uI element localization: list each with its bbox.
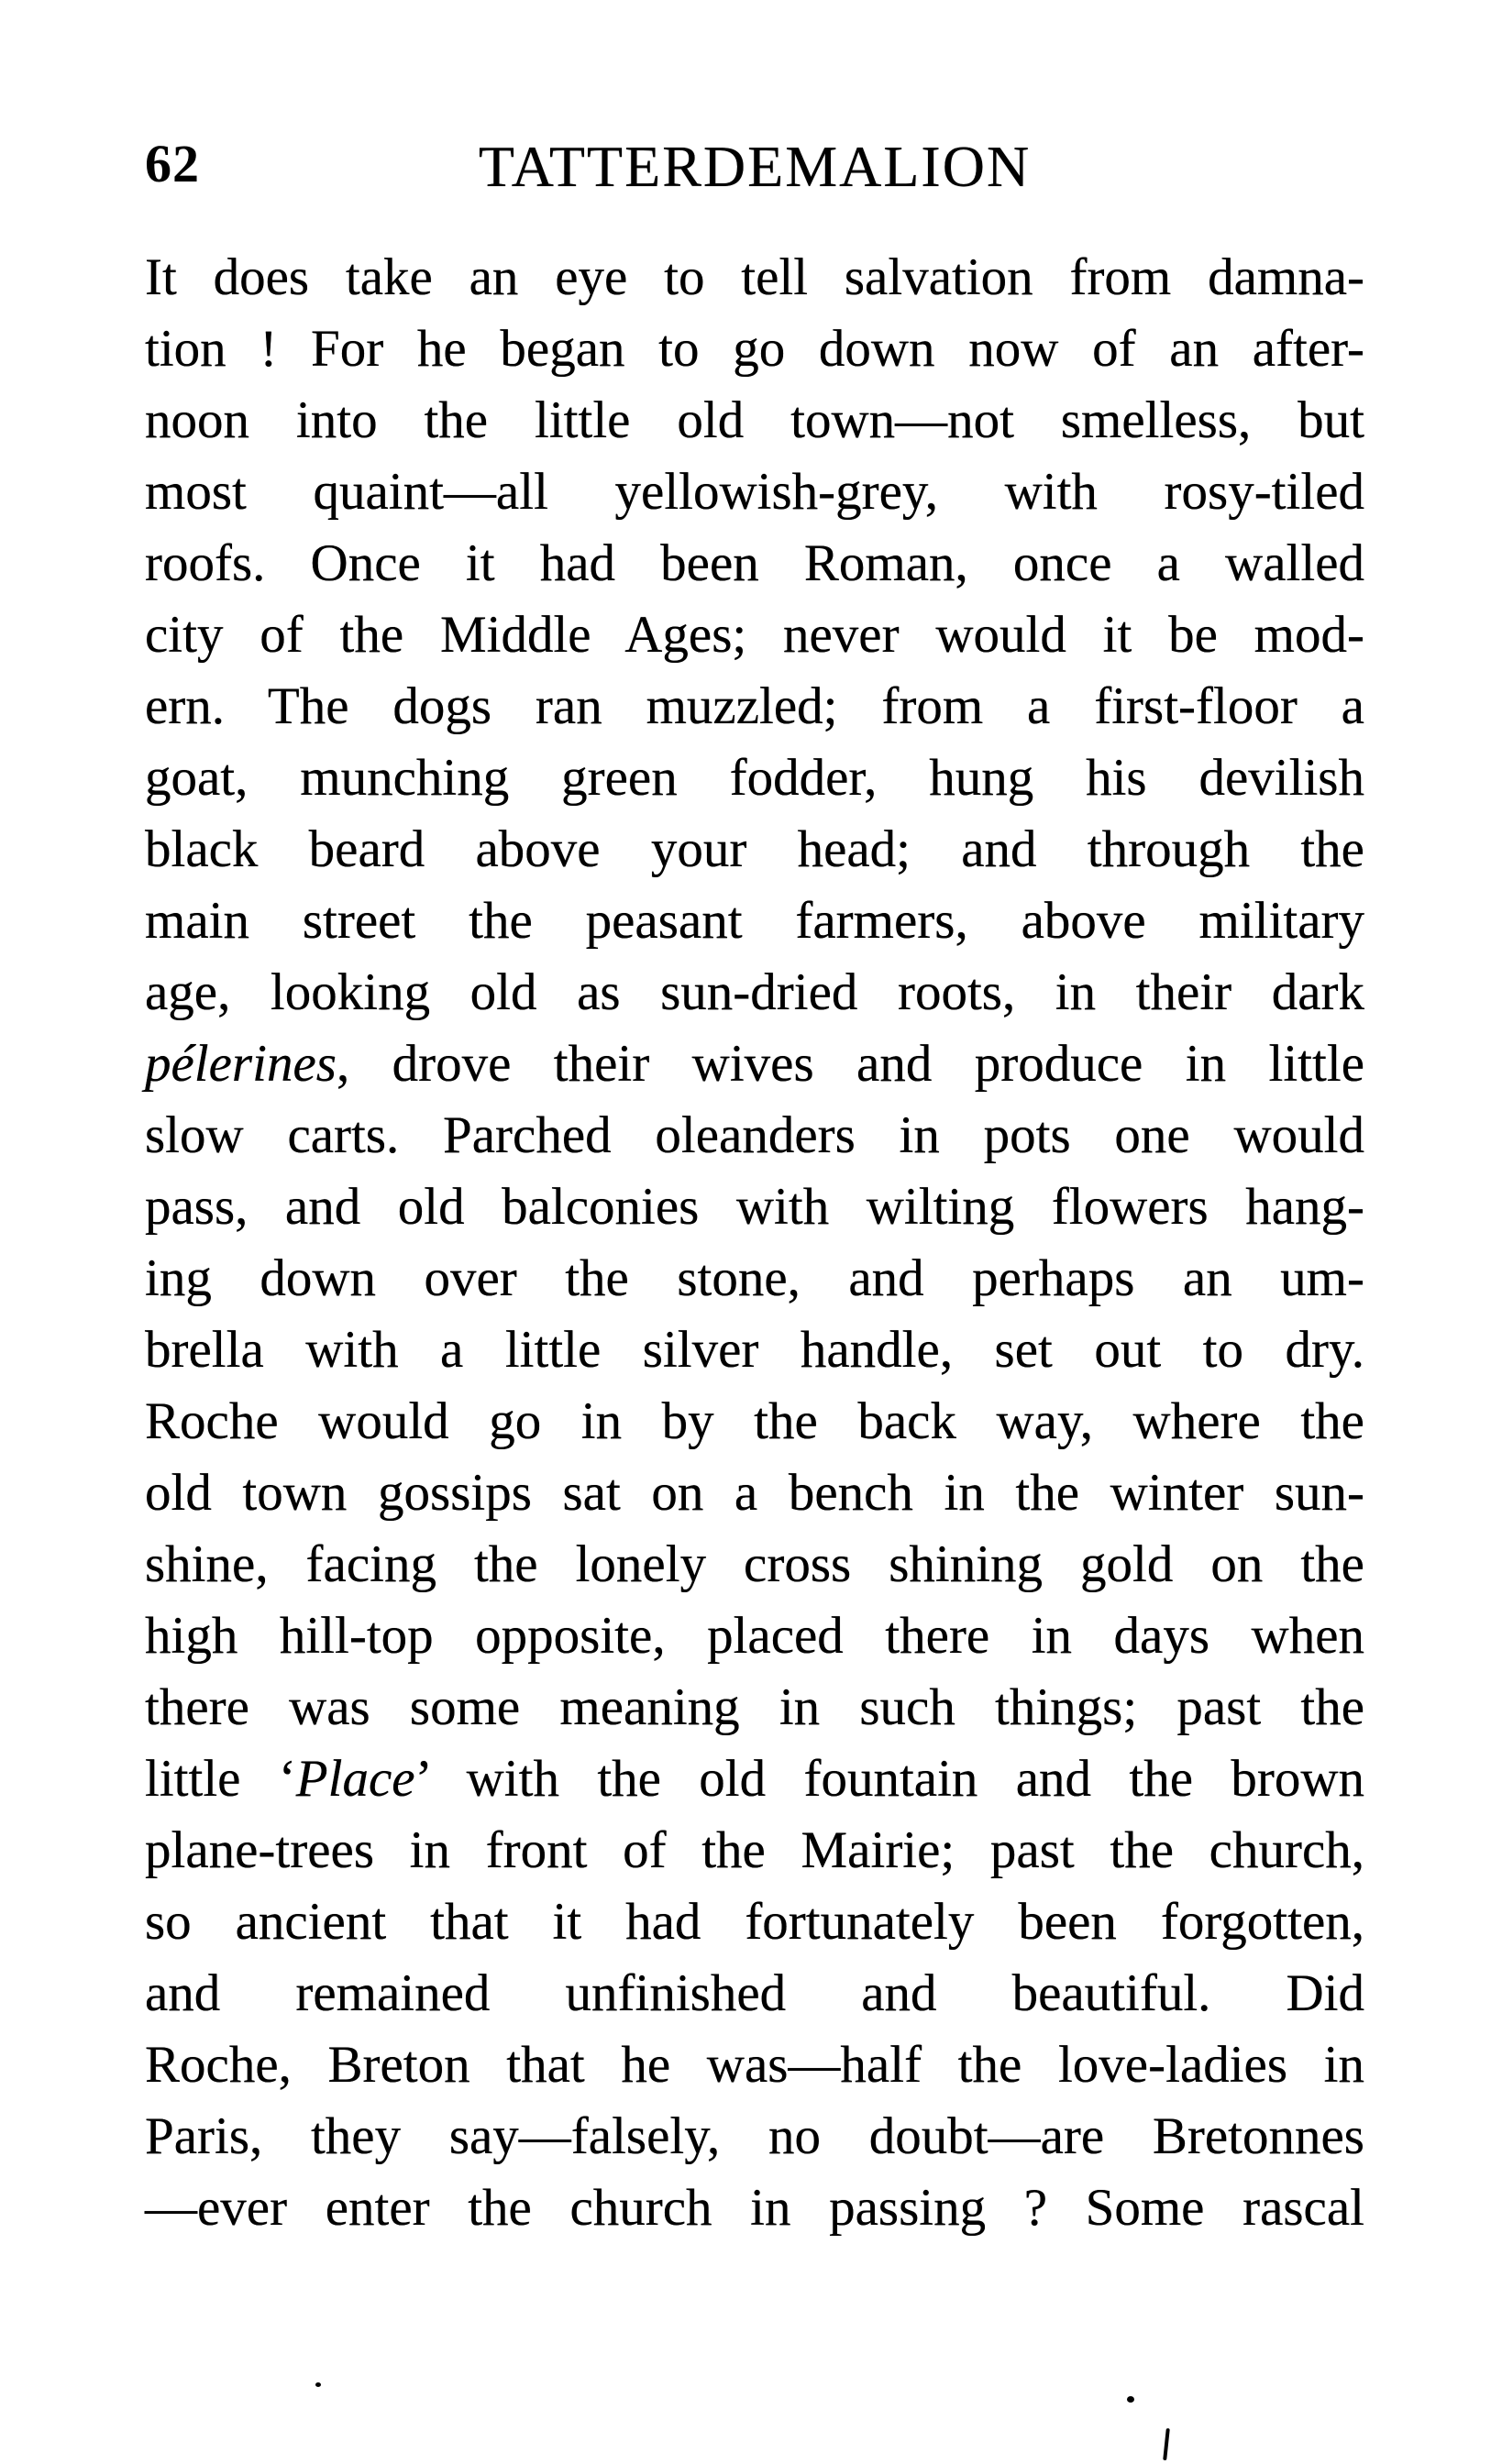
- text-segment: most quaint—all yellowish-grey, with rosy-tiled: [145, 463, 1364, 521]
- text-line: [145, 886, 1364, 957]
- text-line: [145, 528, 1364, 600]
- running-title: TATTERDEMALION: [478, 134, 1032, 199]
- text-line: [145, 2101, 1364, 2172]
- text-block: [145, 242, 1364, 2244]
- text-segment: noon into the little old town—not smelless, but: [145, 391, 1364, 449]
- text-line: [145, 1958, 1364, 2030]
- text-line: [145, 1458, 1364, 1529]
- text-line: [145, 1672, 1364, 1744]
- text-segment: shine, facing the lonely cross shining gold on the: [145, 1535, 1364, 1593]
- text-segment: ’ with the old fountain and the brown: [414, 1750, 1364, 1808]
- text-segment: city of the Middle Ages; never would it be mod-: [145, 606, 1364, 664]
- text-line: [145, 814, 1364, 886]
- text-line: [145, 1386, 1364, 1458]
- text-line: [145, 242, 1364, 314]
- text-line: [145, 1028, 1364, 1100]
- text-segment: little ‘: [145, 1750, 296, 1808]
- ink-speck-left: [315, 2382, 321, 2387]
- text-segment: —ever enter the church in passing ? Some rascal: [145, 2179, 1364, 2237]
- text-segment: old town gossips sat on a bench in the winter sun-: [145, 1464, 1364, 1522]
- text-segment: plane-trees in front of the Mairie; past the church,: [145, 1821, 1364, 1879]
- text-line: [145, 1815, 1364, 1886]
- text-line: [145, 1600, 1364, 1672]
- text-line: [145, 1100, 1364, 1172]
- text-segment: main street the peasant farmers, above military: [145, 892, 1364, 950]
- text-segment: ern. The dogs ran muzzled; from a first-floor a: [145, 677, 1364, 735]
- page-number: 62: [145, 134, 200, 193]
- text-line: [145, 1243, 1364, 1314]
- text-line: [145, 1314, 1364, 1386]
- text-line: [145, 1529, 1364, 1600]
- text-segment: goat, munching green fodder, hung his devilish: [145, 749, 1364, 807]
- text-segment: so ancient that it had fortunately been forgotten,: [145, 1893, 1364, 1951]
- text-segment: roofs. Once it had been Roman, once a walled: [145, 534, 1364, 592]
- text-segment: , drove their wives and produce in little: [336, 1035, 1364, 1093]
- text-segment: there was some meaning in such things; past the: [145, 1678, 1364, 1736]
- text-line: [145, 314, 1364, 385]
- text-line: [145, 2030, 1364, 2101]
- text-segment: It does take an eye to tell salvation from damna-: [145, 248, 1364, 306]
- text-line: [145, 600, 1364, 671]
- text-segment: and remained unfinished and beautiful. Did: [145, 1964, 1364, 2022]
- text-line: [145, 2172, 1364, 2244]
- text-line: [145, 957, 1364, 1028]
- text-segment: brella with a little silver handle, set out to dry.: [145, 1321, 1364, 1379]
- text-line: [145, 742, 1364, 814]
- text-line: [145, 671, 1364, 742]
- ink-speck-right: [1127, 2396, 1134, 2403]
- ink-stroke-mark: [1163, 2428, 1170, 2460]
- page-header: [145, 134, 1364, 211]
- text-line: [145, 385, 1364, 456]
- text-segment: age, looking old as sun-dried roots, in their dark: [145, 963, 1364, 1021]
- text-line: [145, 1172, 1364, 1243]
- text-segment: high hill-top opposite, placed there in days when: [145, 1607, 1364, 1665]
- text-segment: pass, and old balconies with wilting flowers hang-: [145, 1178, 1364, 1236]
- text-segment: ing down over the stone, and perhaps an um-: [145, 1249, 1364, 1307]
- text-segment: Paris, they say—falsely, no doubt—are Bretonnes: [145, 2107, 1364, 2165]
- text-segment: tion ! For he began to go down now of an after-: [145, 320, 1364, 378]
- text-line: [145, 456, 1364, 528]
- italic-word: pélerines: [145, 1035, 337, 1093]
- text-segment: Roche, Breton that he was—half the love-ladies in: [145, 2036, 1364, 2094]
- text-segment: Roche would go in by the back way, where the: [145, 1392, 1364, 1450]
- text-line: [145, 1886, 1364, 1958]
- italic-word: Place: [295, 1750, 415, 1808]
- text-segment: black beard above your head; and through the: [145, 820, 1364, 878]
- text-line: [145, 1744, 1364, 1815]
- text-segment: slow carts. Parched oleanders in pots one would: [145, 1106, 1364, 1164]
